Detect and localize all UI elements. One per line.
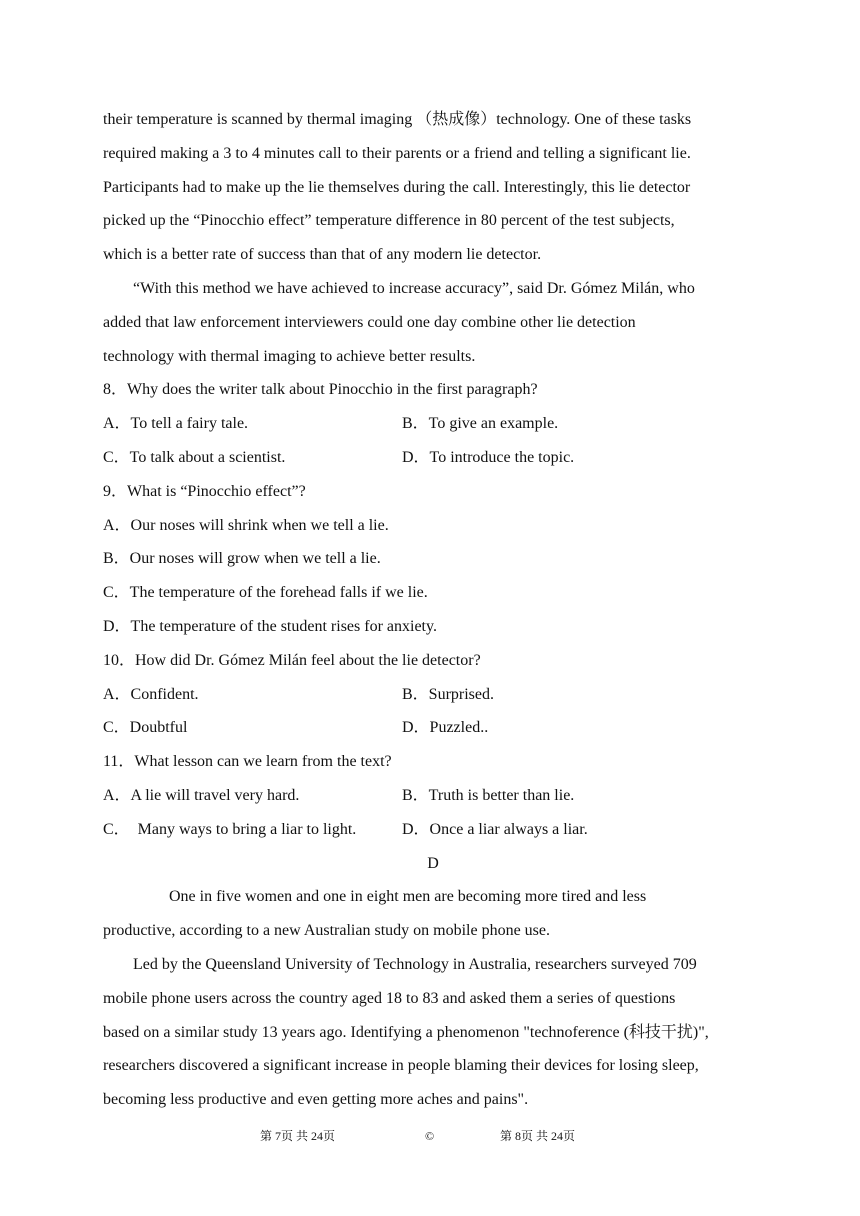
question-9 — [103, 475, 763, 644]
passage-d-paragraph-1 — [103, 880, 763, 948]
option-row — [103, 779, 763, 813]
section-heading: D — [427, 854, 439, 872]
quote-paragraph — [103, 272, 763, 373]
text-line: their temperature is scanned by thermal imaging （热成像）technology. One of these tasks — [103, 111, 692, 128]
page-content — [103, 103, 763, 1117]
text-line: picked up the “Pinocchio effect” temperature difference in 80 percent of the test subjects, — [103, 212, 675, 230]
option-row — [103, 711, 763, 745]
question-stem: 11．What lesson can we learn from the text? — [103, 753, 392, 771]
text-line: Led by the Queensland University of Technology in Australia, researchers surveyed 709 — [133, 955, 697, 973]
option-b: B．Truth is better than lie. — [402, 786, 575, 804]
text-line: added that law enforcement interviewers could one day combine other lie detection — [103, 313, 636, 331]
option-a: A．To tell a fairy tale. — [103, 415, 249, 433]
question-stem: 9．What is “Pinocchio effect”? — [103, 482, 306, 500]
text-line: becoming less productive and even getting more aches and pains". — [103, 1091, 529, 1109]
option-c: C．To talk about a scientist. — [103, 448, 286, 466]
text-line: required making a 3 to 4 minutes call to their parents or a friend and telling a significant lie. — [103, 144, 691, 162]
question-stem: 10．How did Dr. Gómez Milán feel about the lie detector? — [103, 651, 481, 669]
option-row — [103, 441, 763, 475]
question-11 — [103, 745, 763, 846]
text-line: One in five women and one in eight men are becoming more tired and less — [169, 888, 647, 906]
text-line: mobile phone users across the country aged 18 to 83 and asked them a series of questions — [103, 989, 676, 1007]
option-c: C．The temperature of the forehead falls if we lie. — [103, 584, 428, 602]
option-row — [103, 407, 763, 441]
question-10 — [103, 644, 763, 745]
option-row — [103, 678, 763, 712]
option-a: A．Confident. — [103, 685, 199, 703]
text-line: technology with thermal imaging to achieve better results. — [103, 347, 476, 365]
option-b: B．Our noses will grow when we tell a lie. — [103, 550, 381, 568]
text-line: which is a better rate of success than that of any modern lie detector. — [103, 246, 542, 264]
footer-page-left: 第 7页 共 24页 — [260, 1129, 336, 1143]
option-d: D．Puzzled.. — [402, 719, 489, 737]
passage-c-paragraph — [103, 103, 763, 272]
option-d: D．To introduce the topic. — [402, 448, 575, 466]
option-c: C． Many ways to bring a liar to light. — [103, 820, 357, 838]
footer-copyright: © — [425, 1129, 435, 1143]
option-row — [103, 813, 763, 847]
text-line: Participants had to make up the lie themselves during the call. Interestingly, this lie detector — [103, 178, 691, 196]
text-line: productive, according to a new Australian study on mobile phone use. — [103, 922, 551, 940]
text-line: “With this method we have achieved to increase accuracy”, said Dr. Gómez Milán, who — [133, 279, 695, 297]
text-line: based on a similar study 13 years ago. Identifying a phenomenon "technoference (科技干扰)", — [103, 1023, 709, 1041]
text-line: researchers discovered a significant increase in people blaming their devices for losing sleep, — [103, 1057, 699, 1075]
option-d: D．Once a liar always a liar. — [402, 820, 588, 838]
option-a: A．A lie will travel very hard. — [103, 786, 300, 804]
footer-page-right: 第 8页 共 24页 — [500, 1129, 576, 1143]
question-8 — [103, 373, 763, 474]
question-stem: 8．Why does the writer talk about Pinocchio in the first paragraph? — [103, 381, 538, 399]
option-b: B．Surprised. — [402, 685, 495, 703]
option-d: D．The temperature of the student rises for anxiety. — [103, 617, 437, 635]
option-c: C．Doubtful — [103, 719, 188, 737]
passage-d-paragraph-2 — [103, 948, 763, 1117]
option-b: B．To give an example. — [402, 415, 559, 433]
option-a: A．Our noses will shrink when we tell a lie. — [103, 516, 389, 534]
